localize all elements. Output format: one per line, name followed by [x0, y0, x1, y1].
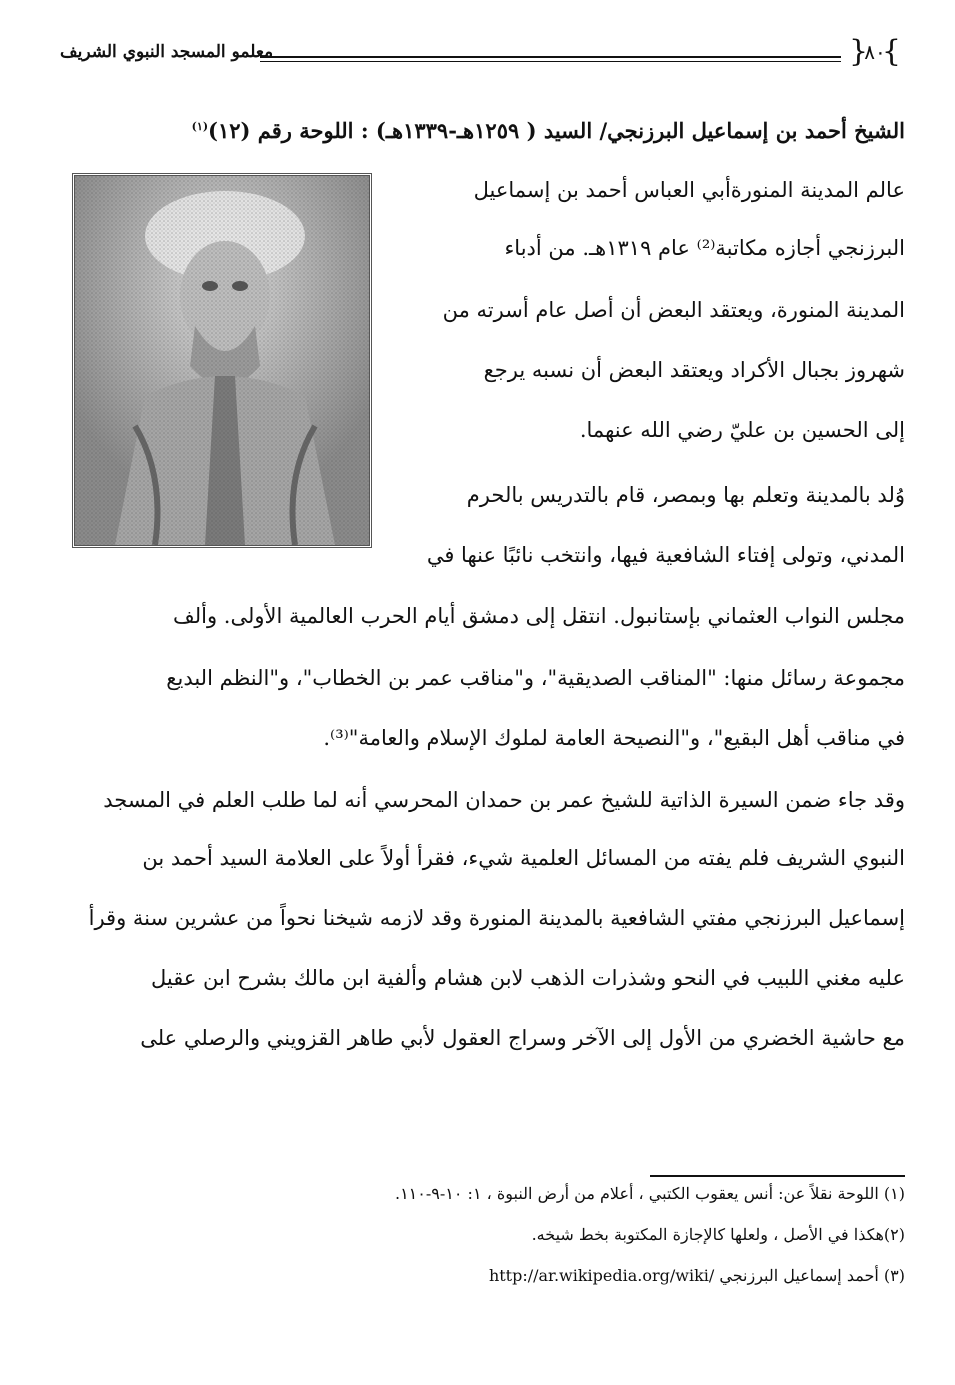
header-rule	[260, 56, 841, 58]
text-line: إسماعيل البرزنجي مفتي الشافعية بالمدينة المنورة وقد لازمه شيخنا نحواً من عشرين سنة وقرأ	[88, 906, 905, 930]
footnote-1: (١) اللوحة نقلاً عن: أنس يعقوب الكتبي ، أعلام من أرض النبوة ، ١: ١٠-٩-١١٠.	[394, 1184, 905, 1203]
brace-left-icon: {	[849, 34, 869, 69]
brace-right-icon: }	[881, 34, 901, 69]
text-line: عليه مغني اللبيب في النحو وشذرات الذهب لابن هشام وألفية ابن مالك بشرح ابن عقيل	[150, 966, 905, 990]
heading-note-ref: (١)	[191, 120, 209, 133]
portrait-photo-icon	[75, 176, 369, 545]
entry-heading-text: الشيخ أحمد بن إسماعيل البرزنجي/ السيد ( ١٢٥٩هـ-١٣٣٩هـ) : اللوحة رقم (١٢)	[208, 118, 905, 143]
text-line: في مناقب أهل البقيع"، و"النصيحة العامة لملوك الإسلام والعامة"⁽³⁾.	[323, 726, 905, 750]
text-line: وقد جاء ضمن السيرة الذاتية للشيخ عمر بن حمدان المحرسي أنه لما طلب العلم في المسجد	[103, 788, 905, 812]
text-line: البرزنجي أجازه مكاتبة⁽²⁾ عام ١٣١٩هـ. من أدباء	[504, 236, 905, 260]
text-line: عالم المدينة المنورةأبي العباس أحمد بن إسماعيل	[473, 178, 905, 202]
footnote-3-text: (٣) أحمد إسماعيل البرزنجي	[719, 1266, 905, 1285]
text-line: مع حاشية الخضري من الأول إلى الآخر وسراج العقول لأبي طاهر القزويني والرصلي على	[140, 1026, 905, 1050]
header-rule-thin	[260, 61, 841, 62]
entry-heading	[60, 118, 905, 143]
text-line: النبوي الشريف فلم يفته من المسائل العلمية شيء، فقرأ أولاً على العلامة السيد أحمد بن	[142, 846, 905, 870]
portrait-photo	[72, 173, 372, 548]
footnote-url-link[interactable]: http://ar.wikipedia.org/wiki/	[488, 1266, 715, 1285]
text-line: شهروز بجبال الأكراد ويعتقد البعض أن نسبه يرجع	[483, 358, 905, 382]
footnote-2: (٢)هكذا في الأصل ، ولعلها كالإجازة المكتوبة بخط شيخه.	[531, 1225, 905, 1244]
page-number-box	[845, 32, 905, 72]
text-line: مجموعة رسائل منها: "المناقب الصديقية"، و"مناقب عمر بن الخطاب"، و"النظم البديع	[166, 666, 905, 690]
footnote-rule	[650, 1175, 905, 1177]
text-line: المدني، وتولى إفتاء الشافعية فيها، وانتخب نائبًا عنها في	[426, 543, 905, 567]
text-line: إلى الحسين بن عليّ رضي الله عنهما.	[579, 418, 905, 442]
running-header	[60, 30, 905, 78]
text-line: وُلد بالمدينة وتعلم بها وبمصر، قام بالتدريس بالحرم	[466, 483, 905, 507]
text-line: مجلس النواب العثماني بإستانبول. انتقل إلى دمشق أيام الحرب العالمية الأولى. وألف	[173, 604, 905, 628]
running-title: معلمو المسجد النبوي الشريف	[60, 42, 274, 62]
footnote-3	[489, 1266, 905, 1285]
text-line: المدينة المنورة، ويعتقد البعض أن أصل عام أسرته من	[442, 298, 905, 322]
page-number: ٨٠	[864, 40, 886, 64]
